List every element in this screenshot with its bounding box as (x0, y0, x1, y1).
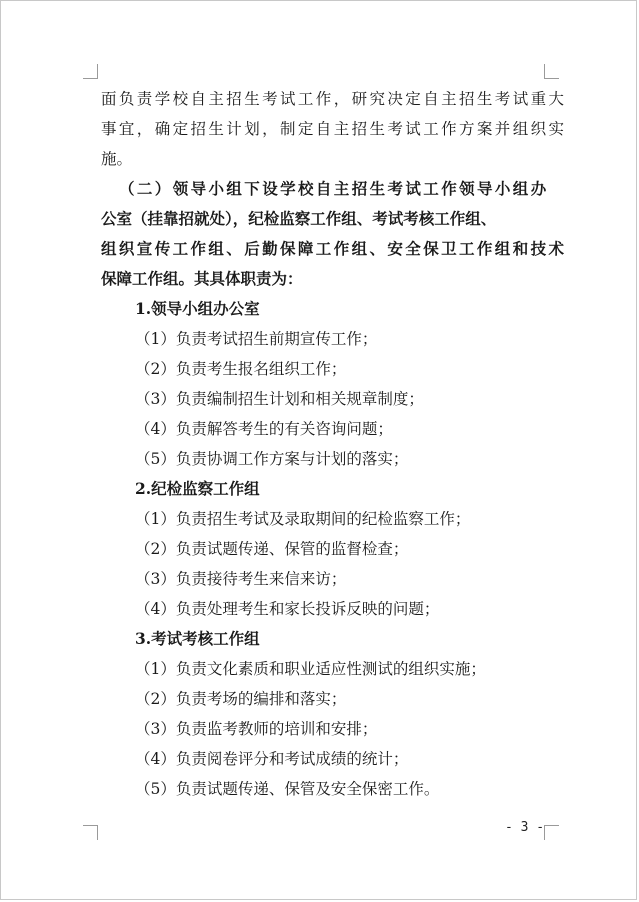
list-item: （2）负责考场的编排和落实； (135, 690, 347, 708)
list-item: （4）负责解答考生的有关咨询问题； (135, 420, 393, 438)
list-item: （1）负责考试招生前期宣传工作； (135, 330, 378, 348)
list-item: （5）负责试题传递、保管及安全保密工作。 (135, 780, 440, 798)
list-item: （3）负责监考教师的培训和安排； (135, 720, 378, 738)
paragraph-line: 面负责学校自主招生考试工作，研究决定自主招生考试重大 (101, 90, 567, 108)
list-item: （1）负责文化素质和职业适应性测试的组织实施； (135, 660, 486, 678)
list-item: （2）负责考生报名组织工作； (135, 360, 347, 378)
list-item: （1）负责招生考试及录取期间的纪检监察工作； (135, 510, 471, 528)
page-number: - 3 - (505, 820, 545, 835)
list-item: （3）负责接待考生来信来访； (135, 570, 347, 588)
crop-mark-top-left (83, 64, 98, 79)
subsection-title: 3.考试考核工作组 (135, 629, 260, 648)
section-heading-line: 公室（挂靠招就处），纪检监察工作组、考试考核工作组、 (101, 209, 497, 228)
paragraph-line: 施。 (101, 150, 133, 168)
subsection-title: 2.纪检监察工作组 (135, 479, 260, 498)
list-item: （5）负责协调工作方案与计划的落实； (135, 450, 409, 468)
list-item: （4）负责处理考生和家长投诉反映的问题； (135, 600, 440, 618)
section-heading: （二）领导小组下设学校自主招生考试工作领导小组办 (119, 179, 549, 198)
section-heading-line: 组织宣传工作组、后勤保障工作组、安全保卫工作组和技术 (101, 239, 567, 258)
paragraph-line: 事宜，确定招生计划，制定自主招生考试工作方案并组织实 (101, 120, 567, 138)
crop-mark-top-right (544, 64, 559, 79)
crop-mark-bottom-left (83, 825, 98, 840)
crop-mark-bottom-right (544, 825, 559, 840)
subsection-title: 1.领导小组办公室 (135, 299, 260, 318)
list-item: （4）负责阅卷评分和考试成绩的统计； (135, 750, 409, 768)
list-item: （2）负责试题传递、保管的监督检查； (135, 540, 409, 558)
section-heading-line: 保障工作组。其具体职责为： (101, 269, 303, 288)
list-item: （3）负责编制招生计划和相关规章制度； (135, 390, 424, 408)
